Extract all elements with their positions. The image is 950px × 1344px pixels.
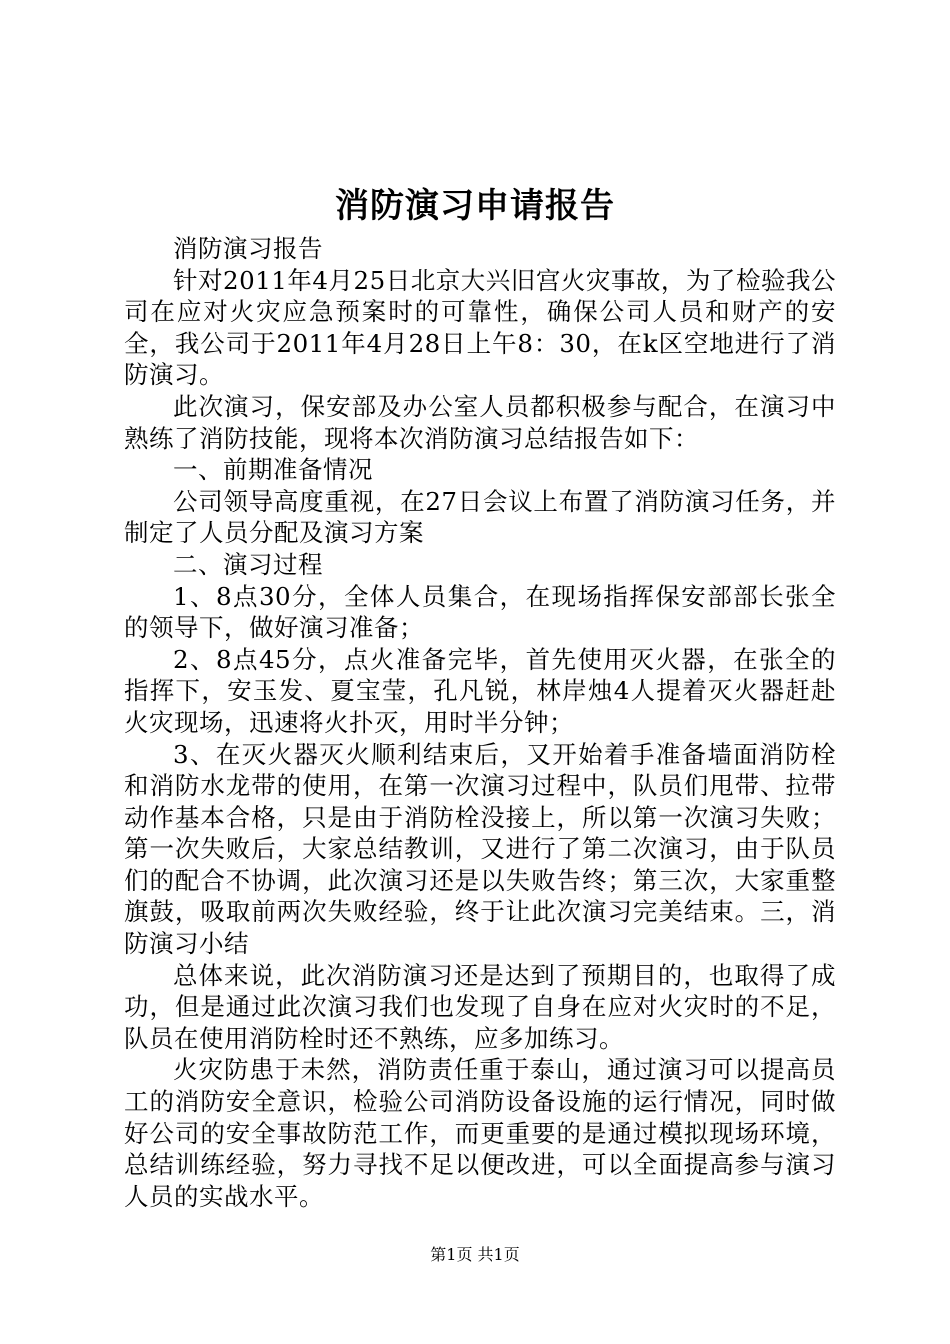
paragraph-conclusion: 火灾防患于未然，消防责任重于泰山，通过演习可以提高员工的消防安全意识，检验公司消防设备设施的运行情况，同时做好公司的安全事故防范工作，而更重要的是通过模拟现场环境，总结训练经验，努力寻找不足以便改进，可以全面提高参与演习人员的实战水平。 [124,1055,836,1211]
paragraph-intro: 针对2011年4月25日北京大兴旧宫火灾事故，为了检验我公司在应对火灾应急预案时的可靠性，确保公司人员和财产的安全，我公司于2011年4月28日上午8：30，在k区空地进行了消防演习。 [124,265,836,390]
paragraph-participation: 此次演习，保安部及办公室人员都积极参与配合，在演习中熟练了消防技能，现将本次消防演习总结报告如下： [124,391,836,453]
paragraph-step-2: 2、8点45分，点火准备完毕，首先使用灭火器，在张全的指挥下，安玉发、夏宝莹，孔凡锐，林岸烛4人提着灭火器赶赴火灾现场，迅速将火扑灭，用时半分钟； [124,644,836,737]
paragraph-step-3: 3、在灭火器灭火顺利结束后，又开始着手准备墙面消防栓和消防水龙带的使用，在第一次演习过程中，队员们甩带、拉带动作基本合格，只是由于消防栓没接上，所以第一次演习失败；第一次失败后，大家总结教训，又进行了第二次演习，由于队员们的配合不协调，此次演习还是以失败告终；第三次，大家重整旗鼓，吸取前两次失败经验，终于让此次演习完美结束。三，消防演习小结 [124,739,836,959]
document-body [124,233,836,1212]
paragraph-preparation: 公司领导高度重视，在27日会议上布置了消防演习任务，并制定了人员分配及演习方案 [124,486,836,548]
paragraph-step-1: 1、8点30分，全体人员集合，在现场指挥保安部部长张全的领导下，做好演习准备； [124,581,836,643]
paragraph-summary: 总体来说，此次消防演习还是达到了预期目的，也取得了成功，但是通过此次演习我们也发现了自身在应对火灾时的不足，队员在使用消防栓时还不熟练，应多加练习。 [124,960,836,1053]
page-number-footer: 第1页 共1页 [430,1245,520,1264]
section-heading-preparation: 一、前期准备情况 [173,455,373,485]
document-title: 消防演习申请报告 [335,186,615,226]
section-heading-process: 二、演习过程 [173,549,323,579]
paragraph-report-heading: 消防演习报告 [173,234,323,263]
